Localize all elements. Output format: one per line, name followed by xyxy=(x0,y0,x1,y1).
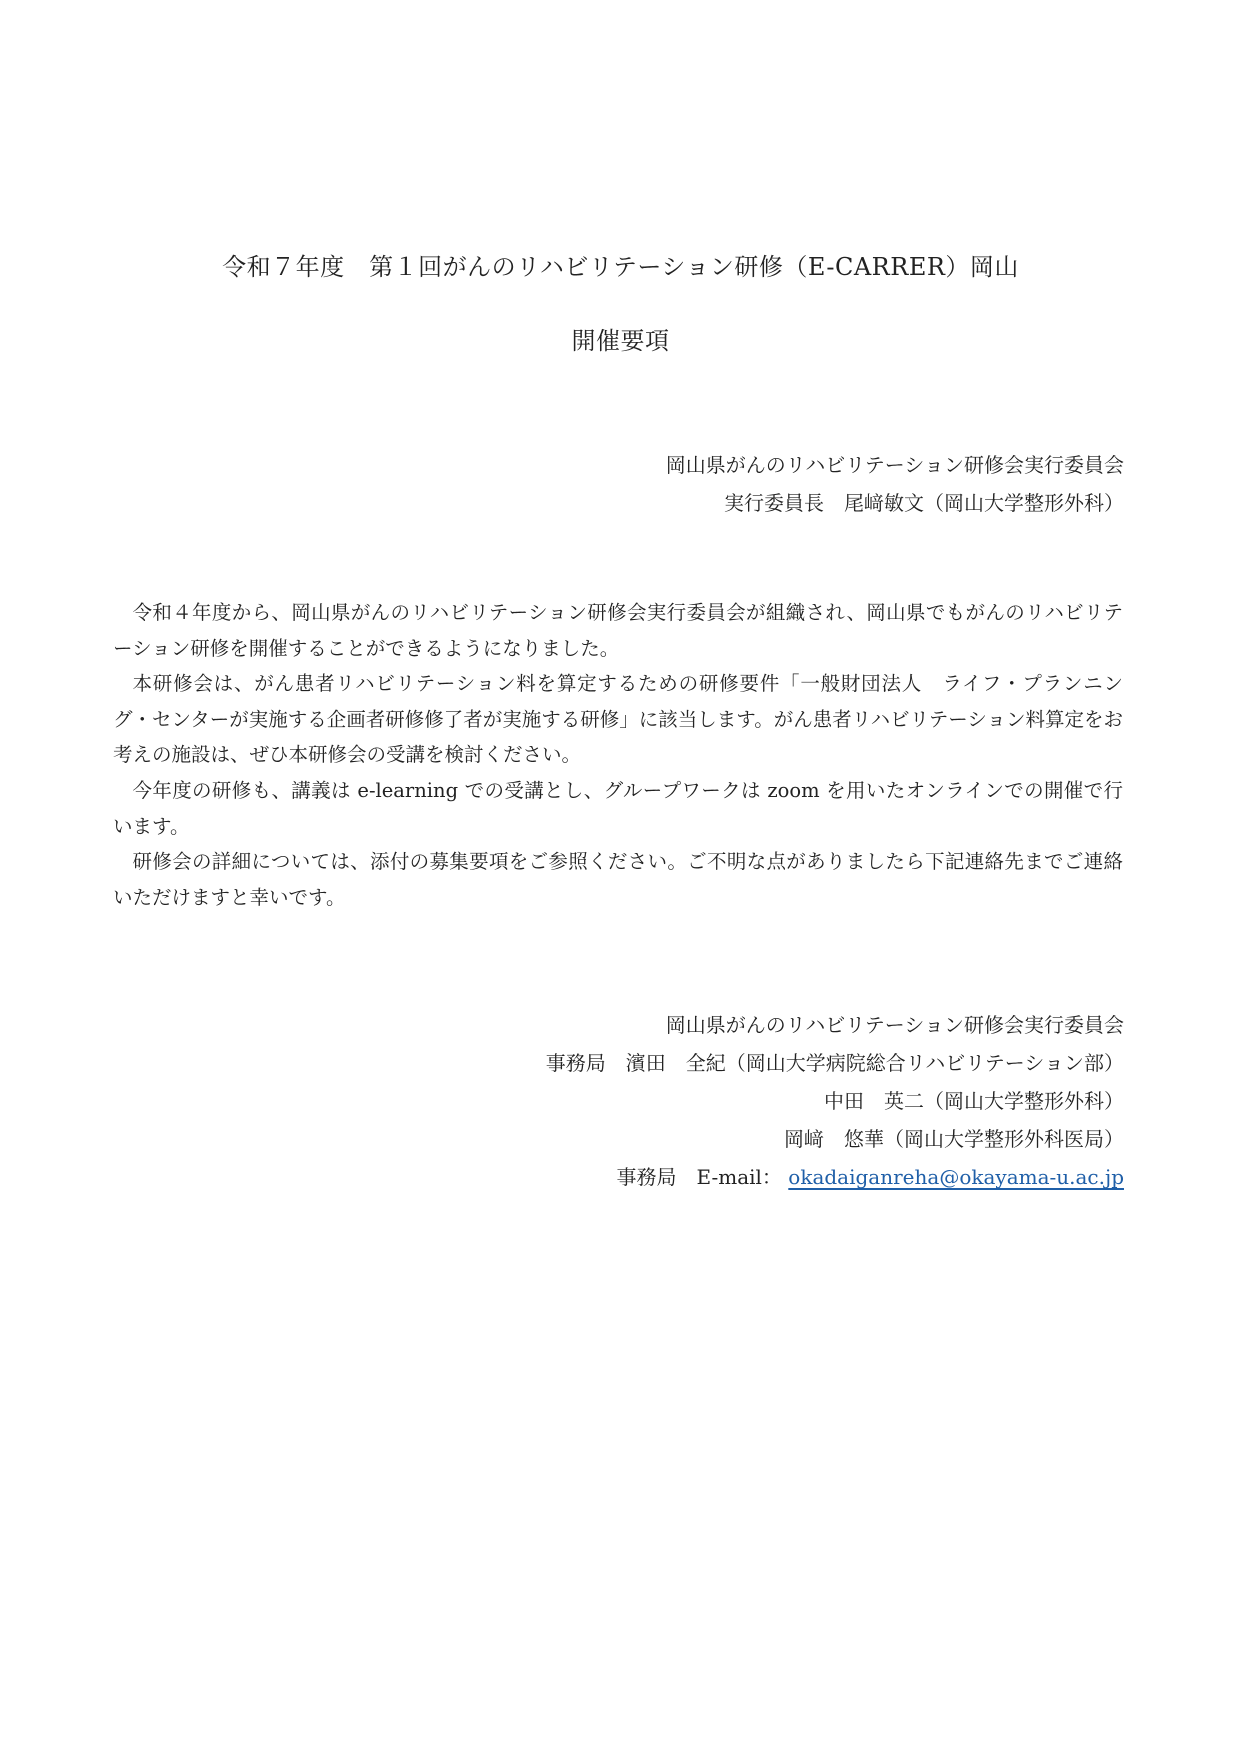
body-text xyxy=(113,595,1123,915)
document-subtitle: 開催要項 xyxy=(571,327,670,355)
email-label: 事務局 E-mail： xyxy=(616,1165,782,1189)
contact-email-line xyxy=(546,1158,1124,1196)
body-paragraph: 令和４年度から、岡山県がんのリハビリテーション研修会実行委員会が組織され、岡山県でもがんのリハビリテーション研修を開催することができるようになりました。 xyxy=(113,601,1123,660)
body-paragraph: 今年度の研修も、講義は e-learning での受講とし、グループワークは zoom を用いたオンラインでの開催で行います。 xyxy=(113,778,1123,838)
organizer-block xyxy=(666,446,1124,522)
body-paragraph: 研修会の詳細については、添付の募集要項をご参照ください。ご不明な点がありましたら下記連絡先までご連絡いただけますと幸いです。 xyxy=(113,850,1123,909)
email-link[interactable]: okadaiganreha@okayama-u.ac.jp xyxy=(788,1165,1124,1189)
contact-committee: 岡山県がんのリハビリテーション研修会実行委員会 xyxy=(665,1013,1124,1037)
contact-secretariat-1: 事務局 濱田 全紀（岡山大学病院総合リハビリテーション部） xyxy=(545,1051,1124,1075)
body-paragraph: 本研修会は、がん患者リハビリテーション料を算定するための研修要件「一般財団法人 ライフ・プランニング・センターが実施する企画者研修修了者が実施する研修」に該当します。がん患者リハビリテーション料算定をお考えの施設は、ぜひ本研修会の受講を検討ください。 xyxy=(113,672,1123,767)
organizer-chair: 実行委員長 尾﨑敏文（岡山大学整形外科） xyxy=(724,491,1124,515)
contact-secretariat-2: 中田 英二（岡山大学整形外科） xyxy=(824,1089,1124,1113)
organizer-name: 岡山県がんのリハビリテーション研修会実行委員会 xyxy=(665,453,1124,477)
contact-secretariat-3: 岡﨑 悠華（岡山大学整形外科医局） xyxy=(784,1127,1124,1151)
contact-block xyxy=(546,1006,1124,1196)
document-title: 令和７年度 第１回がんのリハビリテーション研修（E-CARRER）岡山 xyxy=(222,253,1019,281)
